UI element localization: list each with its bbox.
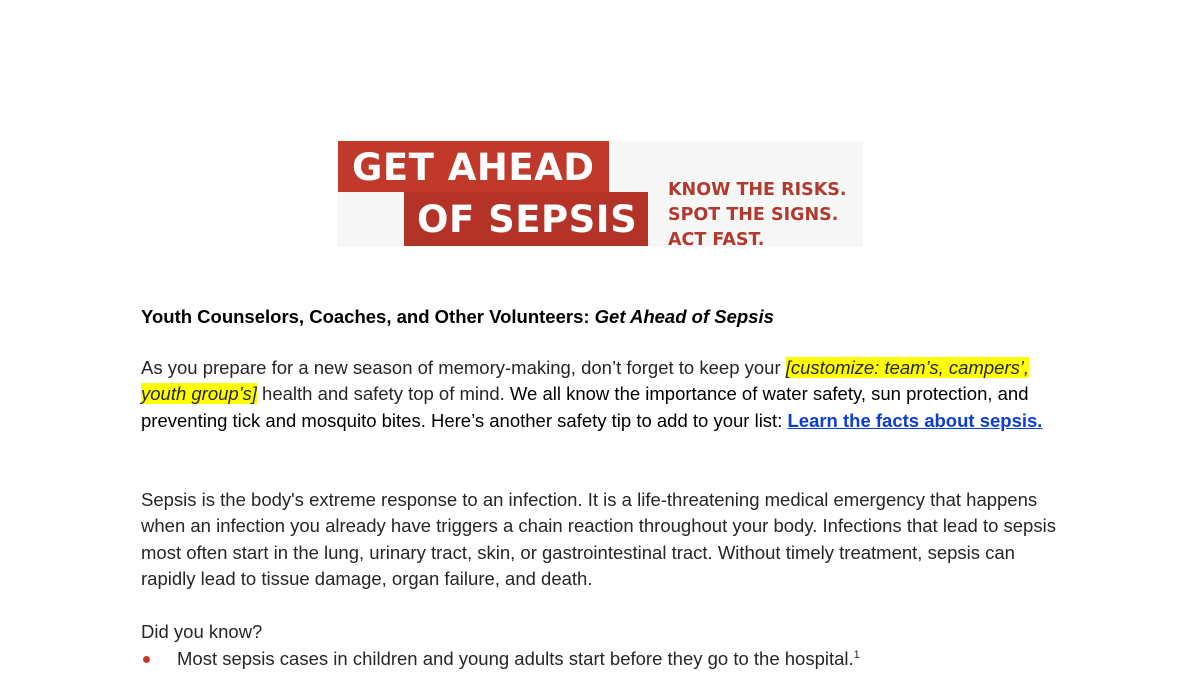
logo-tagline [668,178,847,253]
list-item [141,646,860,672]
bullet-dot-icon [143,656,150,663]
footnote-marker: 1 [853,648,860,661]
intro-rest: We all know the importance of water safety, sun protection, and preventing tick and mosquito bites. Here’s another safety tip to add to your list: [141,383,1029,431]
facts-list [141,646,860,672]
customize-placeholder: [customize: team’s, campers’, youth group’s] [141,357,1030,405]
sepsis-definition-paragraph: Sepsis is the body's extreme response to an infection. It is a life-threatening medical emergency that happens when an infection you already have triggers a chain reaction throughout your body. Infections that lead to sepsis most often start in the lung, urinary tract, skin, or gastrointestinal tract. Without timely treatment, sepsis can rapidly lead to tissue damage, organ failure, and death. [141,489,1056,589]
get-ahead-of-sepsis-logo [337,141,863,250]
document-body [141,303,1071,669]
did-you-know-label: Did you know? [141,621,263,642]
heading-main: Youth Counselors, Coaches, and Other Volunteers: [141,306,595,327]
bullet-text: Most sepsis cases in children and young adults start before they go to the hospital. [177,648,854,669]
tagline-risks: KNOW THE RISKS. [668,180,847,200]
heading-emphasis: Get Ahead of Sepsis [594,306,774,327]
tagline-signs: SPOT THE SIGNS. [668,205,839,225]
intro-middle: health and safety top of mind. [256,383,510,405]
intro-lead: As you prepare for a new season of memory-making, don’t forget to keep your [141,357,786,378]
learn-facts-link[interactable]: Learn the facts about sepsis. [787,409,1043,431]
tagline-act: ACT FAST. [668,230,765,250]
intro-paragraph [141,355,1071,434]
document-heading [141,303,1071,331]
logo-line-2: OF SEPSIS [417,198,638,241]
logo-line-1: GET AHEAD [352,146,595,189]
